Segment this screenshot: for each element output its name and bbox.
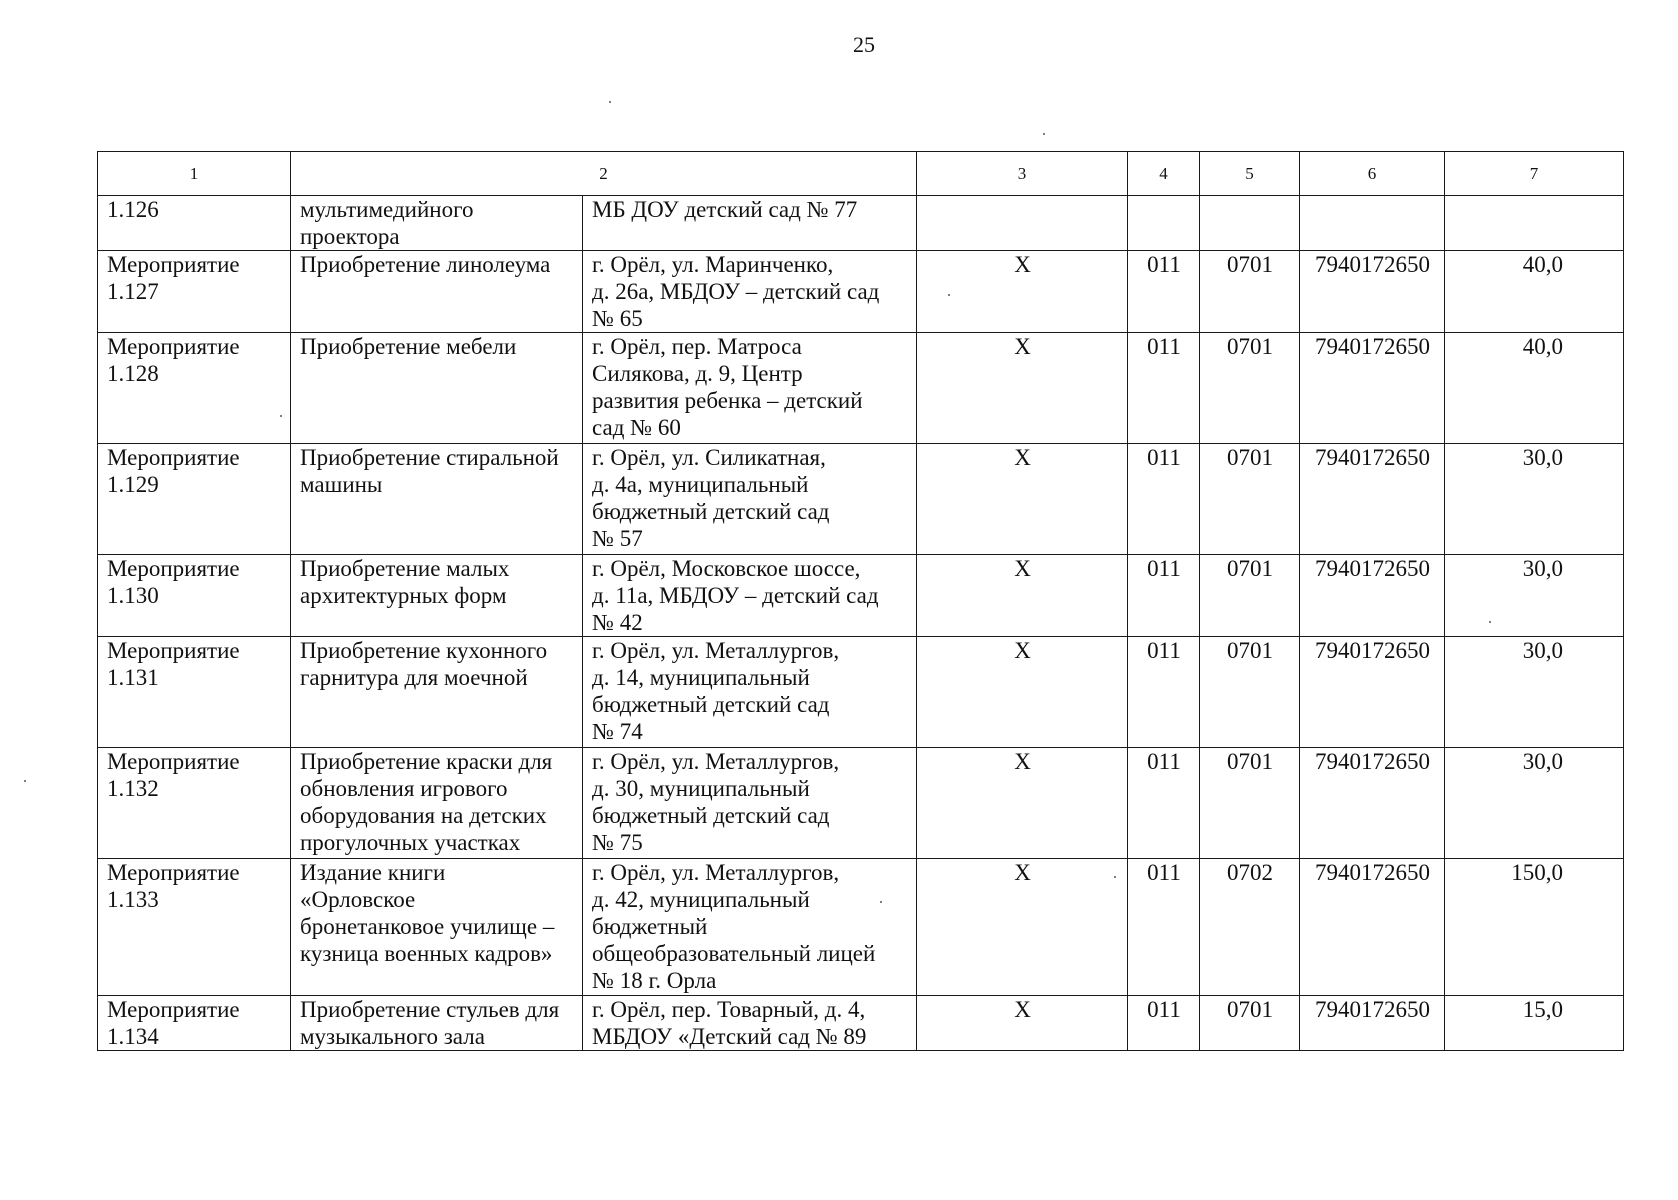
event-name-cell (291, 996, 583, 1051)
col4-cell (1128, 748, 1200, 859)
col4-cell (1128, 637, 1200, 748)
address-cell (583, 555, 917, 637)
event-id-cell-text: Мероприятие 1.132 (107, 749, 240, 801)
col6-cell (1300, 251, 1445, 333)
col6-cell-text: 7940172650 (1315, 252, 1430, 277)
col4-cell (1128, 251, 1200, 333)
event-name-cell (291, 859, 583, 996)
col6-cell (1300, 196, 1445, 251)
event-id-cell (98, 251, 291, 333)
table-row (98, 196, 1624, 251)
event-name-cell (291, 637, 583, 748)
address-cell (583, 996, 917, 1051)
table-row (98, 748, 1624, 859)
col3-cell (917, 444, 1128, 555)
event-name-cell-text: Издание книги «Орловское бронетанковое училище – кузница военных кадров» (300, 860, 555, 966)
col4-cell-text: 011 (1147, 638, 1181, 663)
col5-cell (1200, 333, 1300, 444)
col4-cell (1128, 196, 1200, 251)
col4-cell-text: 011 (1147, 997, 1181, 1022)
col3-cell-text: Х (1014, 252, 1031, 277)
col7-cell (1445, 251, 1624, 333)
col4-cell-text: 011 (1147, 860, 1181, 885)
address-cell (583, 251, 917, 333)
event-name-cell (291, 444, 583, 555)
col5-cell-text: 0701 (1227, 252, 1273, 277)
address-cell (583, 637, 917, 748)
event-id-cell-text: Мероприятие 1.131 (107, 638, 240, 690)
col4-cell (1128, 859, 1200, 996)
event-name-cell (291, 333, 583, 444)
col7-cell (1445, 748, 1624, 859)
col3-cell (917, 555, 1128, 637)
col5-cell (1200, 444, 1300, 555)
scan-speck (1043, 133, 1045, 135)
event-id-cell-text: Мероприятие 1.128 (107, 334, 240, 386)
scan-speck (609, 101, 611, 103)
address-cell-text: г. Орёл, ул. Металлургов, д. 14, муниципальный бюджетный детский сад № 74 (592, 638, 840, 744)
col3-cell-text: Х (1014, 749, 1031, 774)
col5-cell (1200, 196, 1300, 251)
col3-cell (917, 196, 1128, 251)
address-cell-text: г. Орёл, ул. Металлургов, д. 30, муниципальный бюджетный детский сад № 75 (592, 749, 840, 855)
event-id-cell (98, 333, 291, 444)
col3-cell (917, 748, 1128, 859)
col5-cell-text: 0701 (1227, 749, 1273, 774)
address-cell-text: МБ ДОУ детский сад № 77 (592, 197, 858, 222)
event-id-cell-text: Мероприятие 1.129 (107, 445, 240, 497)
col4-cell-text: 011 (1147, 556, 1181, 581)
col3-cell (917, 996, 1128, 1051)
col5-cell (1200, 251, 1300, 333)
col6-cell-text: 7940172650 (1315, 997, 1430, 1022)
col4-cell-text: 011 (1147, 445, 1181, 470)
col4-cell (1128, 333, 1200, 444)
event-name-cell (291, 251, 583, 333)
table-row (98, 637, 1624, 748)
col3-cell-text: Х (1014, 556, 1031, 581)
event-name-cell (291, 555, 583, 637)
col6-cell-text: 7940172650 (1315, 556, 1430, 581)
address-cell (583, 859, 917, 996)
col7-cell-text: 30,0 (1522, 638, 1563, 663)
col6-cell-text: 7940172650 (1315, 445, 1430, 470)
column-number: 2 (291, 152, 917, 196)
col6-cell-text: 7940172650 (1315, 749, 1430, 774)
table-row (98, 333, 1624, 444)
col7-cell-text: 40,0 (1522, 252, 1563, 277)
event-name-cell-text: Приобретение краски для обновления игрового оборудования на детских прогулочных участках (300, 749, 553, 855)
col5-cell (1200, 859, 1300, 996)
col3-cell (917, 637, 1128, 748)
col7-cell-text: 150,0 (1511, 860, 1563, 885)
event-name-cell-text: Приобретение кухонного гарнитура для моечной (300, 638, 548, 690)
event-id-cell-text: Мероприятие 1.133 (107, 860, 240, 912)
address-cell (583, 444, 917, 555)
col3-cell-text: Х (1014, 334, 1031, 359)
col7-cell (1445, 444, 1624, 555)
event-id-cell (98, 748, 291, 859)
col6-cell-text: 7940172650 (1315, 638, 1430, 663)
event-id-cell (98, 196, 291, 251)
address-cell-text: г. Орёл, ул. Силикатная, д. 4а, муниципальный бюджетный детский сад № 57 (592, 445, 830, 551)
event-id-cell-text: Мероприятие 1.127 (107, 252, 240, 304)
col7-cell-text: 30,0 (1522, 749, 1563, 774)
col3-cell (917, 859, 1128, 996)
budget-table (97, 151, 1624, 1051)
event-id-cell (98, 444, 291, 555)
address-cell (583, 196, 917, 251)
scan-speck (24, 780, 26, 782)
col6-cell-text: 7940172650 (1315, 860, 1430, 885)
event-name-cell (291, 748, 583, 859)
col6-cell (1300, 996, 1445, 1051)
col6-cell (1300, 333, 1445, 444)
col5-cell (1200, 555, 1300, 637)
column-number: 5 (1200, 152, 1300, 196)
table-row (98, 251, 1624, 333)
column-number-row (98, 152, 1624, 196)
col7-cell (1445, 996, 1624, 1051)
col6-cell (1300, 637, 1445, 748)
col5-cell-text: 0701 (1227, 334, 1273, 359)
column-number: 4 (1128, 152, 1200, 196)
col7-cell (1445, 196, 1624, 251)
address-cell-text: г. Орёл, пер. Матроса Силякова, д. 9, Центр развития ребенка – детский сад № 60 (592, 334, 863, 440)
col6-cell-text: 7940172650 (1315, 334, 1430, 359)
col5-cell-text: 0701 (1227, 638, 1273, 663)
table-row (98, 859, 1624, 996)
table-row (98, 444, 1624, 555)
address-cell (583, 333, 917, 444)
col3-cell-text: Х (1014, 445, 1031, 470)
col7-cell-text: 40,0 (1522, 334, 1563, 359)
table-row (98, 555, 1624, 637)
col4-cell (1128, 444, 1200, 555)
col4-cell-text: 011 (1147, 334, 1181, 359)
col5-cell (1200, 748, 1300, 859)
col4-cell-text: 011 (1147, 749, 1181, 774)
address-cell-text: г. Орёл, пер. Товарный, д. 4, МБДОУ «Детский сад № 89 (592, 997, 867, 1049)
event-id-cell-text: Мероприятие 1.134 (107, 997, 240, 1049)
event-id-cell (98, 637, 291, 748)
address-cell-text: г. Орёл, ул. Металлургов, д. 42, муниципальный бюджетный общеобразовательный лицей № 18 г. Орла (592, 860, 876, 993)
event-name-cell-text: Приобретение линолеума (300, 252, 551, 277)
event-name-cell-text: Приобретение мебели (300, 334, 517, 359)
column-number: 1 (98, 152, 291, 196)
col6-cell (1300, 859, 1445, 996)
col7-cell (1445, 859, 1624, 996)
event-id-cell-text: 1.126 (107, 197, 159, 222)
col7-cell (1445, 333, 1624, 444)
col7-cell-text: 30,0 (1522, 556, 1563, 581)
col3-cell (917, 251, 1128, 333)
col3-cell-text: Х (1014, 638, 1031, 663)
column-number: 3 (917, 152, 1128, 196)
col3-cell-text: Х (1014, 860, 1031, 885)
event-id-cell (98, 555, 291, 637)
event-name-cell-text: Приобретение малых архитектурных форм (300, 556, 510, 608)
event-id-cell-text: Мероприятие 1.130 (107, 556, 240, 608)
event-name-cell-text: Приобретение стульев для музыкального зала (300, 997, 560, 1049)
col6-cell (1300, 555, 1445, 637)
col6-cell (1300, 444, 1445, 555)
event-id-cell (98, 996, 291, 1051)
page-number: 25 (853, 32, 875, 57)
col3-cell-text: Х (1014, 997, 1031, 1022)
event-id-cell (98, 859, 291, 996)
col5-cell-text: 0702 (1227, 860, 1273, 885)
table-body (98, 152, 1624, 1051)
col7-cell-text: 30,0 (1522, 445, 1563, 470)
col4-cell-text: 011 (1147, 252, 1181, 277)
event-name-cell-text: Приобретение стиральной машины (300, 445, 559, 497)
event-name-cell (291, 196, 583, 251)
col5-cell-text: 0701 (1227, 997, 1273, 1022)
address-cell-text: г. Орёл, Московское шоссе, д. 11а, МБДОУ – детский сад № 42 (592, 556, 879, 635)
address-cell-text: г. Орёл, ул. Маринченко, д. 26а, МБДОУ – детский сад № 65 (592, 252, 880, 331)
col4-cell (1128, 555, 1200, 637)
address-cell (583, 748, 917, 859)
column-number: 7 (1445, 152, 1624, 196)
col3-cell (917, 333, 1128, 444)
col4-cell (1128, 996, 1200, 1051)
table-row (98, 996, 1624, 1051)
column-number: 6 (1300, 152, 1445, 196)
col5-cell-text: 0701 (1227, 445, 1273, 470)
event-name-cell-text: мультимедийного проектора (300, 197, 474, 249)
col7-cell-text: 15,0 (1522, 997, 1563, 1022)
col5-cell (1200, 996, 1300, 1051)
col5-cell-text: 0701 (1227, 556, 1273, 581)
col5-cell (1200, 637, 1300, 748)
col6-cell (1300, 748, 1445, 859)
col7-cell (1445, 637, 1624, 748)
col7-cell (1445, 555, 1624, 637)
